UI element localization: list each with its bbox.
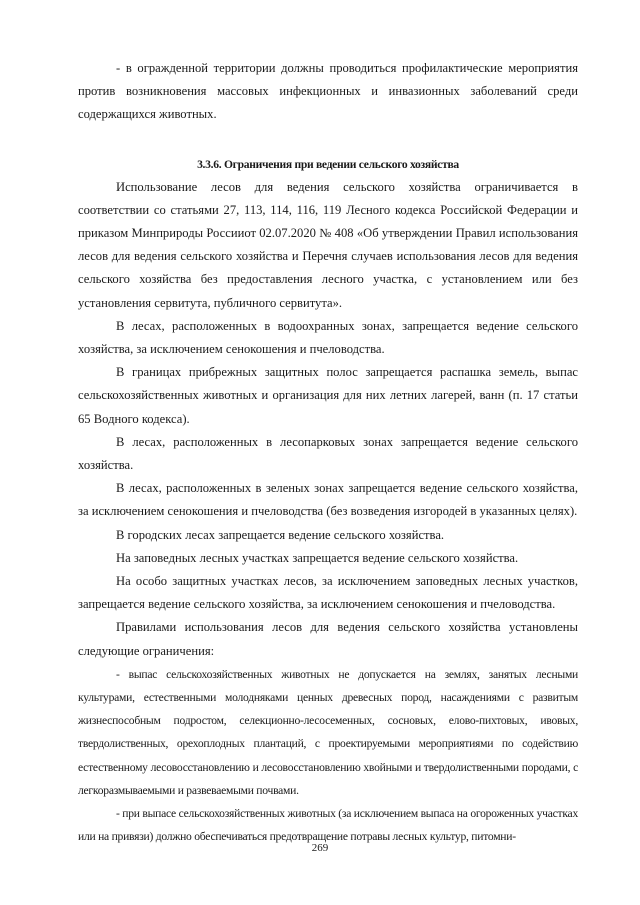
paragraph-forest-park: В лесах, расположенных в лесопарковых зонах запрещается ведение сельского хозяйства. [78,434,578,473]
bullet-grazing-prevention: - при выпасе сельскохозяйственных животных (за исключением выпаса на огороженных участках или на привязи) должно обеспечиваться предотвращение потравы лесных культур, питомни- [78,807,578,844]
section-heading: 3.3.6. Ограничения при ведении сельского хозяйства [197,157,459,171]
paragraph-green-zones: В лесах, расположенных в зеленых зонах запрещается ведение сельского хозяйства, за исключением сенокошения и пчеловодства (без возведения изгородей в указанных целях). [78,481,578,519]
paragraph-reserved-plots: На заповедных лесных участках запрещается ведение сельского хозяйства. [116,550,519,565]
paragraph-coastal-strips: В границах прибрежных защитных полос запрещается распашка земель, выпас сельскохозяйственных животных и организация для них летних лагерей, ванн (п. 17 статьи 65 Водного кодекса). [78,365,578,426]
paragraph-city-forests: В городских лесах запрещается ведение сельского хозяйства. [116,527,445,542]
paragraph-fenced-territory: - в огражденной территории должны проводиться профилактические мероприятия против возникновения массовых инфекционных и инвазионных заболеваний среди содержащихся животных. [78,61,578,122]
paragraph-rules-intro: Правилами использования лесов для ведения сельского хозяйства установлены следующие ограничения: [78,620,578,658]
bullet-grazing-restriction: - выпас сельскохозяйственных животных не допускается на землях, занятых лесными культурами, естественными молодняками ценных древесных пород, насаждениями с развитым жизнеспособным подростом, селекционно-лесосеменных, сосновых, елово-пихтовых, ивовых, твердолиственных, орехоплодных плантаций, с проектируемыми мероприятиями по содействию естественному лесовосстановлению и лесовосстановлению хвойными и твердолиственными породами, с легкоразмываемыми и развеваемыми почвами. [78,667,578,797]
paragraph-water-protection: В лесах, расположенных в водоохранных зонах, запрещается ведение сельского хозяйства, за исключением сенокошения и пчеловодства. [78,318,578,357]
document-page [78,57,578,849]
page-number: 269 [311,842,329,854]
paragraph-protected-plots: На особо защитных участках лесов, за исключением заповедных лесных участков, запрещается ведение сельского хозяйства, за исключением сенокошения и пчеловодства. [78,574,578,612]
paragraph-usage-limits: Использование лесов для ведения сельского хозяйства ограничивается в соответствии со статьями 27, 113, 114, 116, 119 Лесного кодекса Российской Федерации и приказом Минприроды Россииот 02.07.2020 № 408 «Об утверждении Правил использования лесов для ведения сельского хозяйства и Перечня случаев использования лесов для ведения сельского хозяйства без предоставления лесного участка, с установлением или без установления сервитута, публичного сервитута». [78,179,578,310]
